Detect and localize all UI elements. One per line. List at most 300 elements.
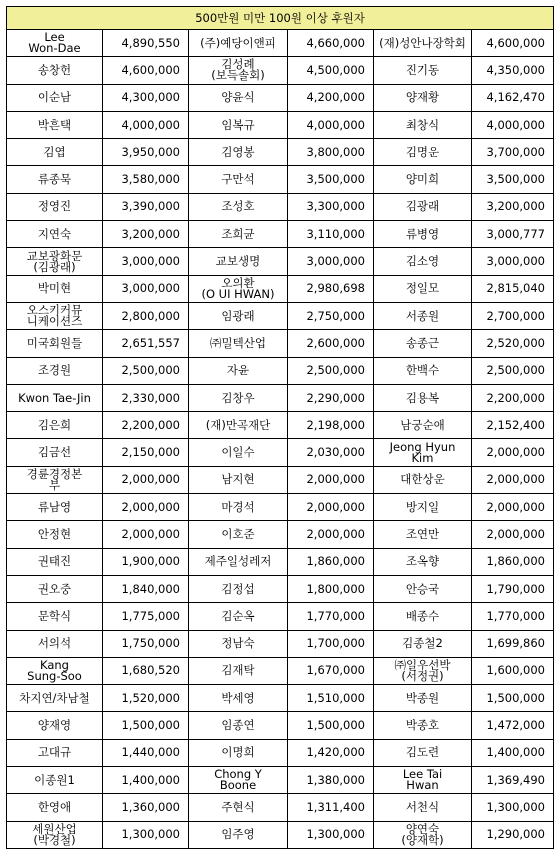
donor-row [7, 302, 554, 329]
donation-amount: 2,000,000 [472, 466, 554, 493]
donor-name-line: 김명운 [405, 144, 440, 159]
donor-name [374, 357, 472, 384]
donor-name [374, 548, 472, 575]
donor-name-line: 이일수 [221, 445, 255, 460]
donor-name-line: 미국회원들 [26, 335, 83, 350]
donation-amount: 3,000,000 [103, 248, 189, 275]
donor-name [189, 767, 288, 794]
donor-name-line: 한영애 [37, 799, 72, 814]
donor-name [189, 330, 288, 357]
donor-name-line: 조연만 [405, 526, 440, 541]
donor-name-line: 대한상운 [400, 472, 445, 487]
donor-row [7, 84, 554, 111]
donor-name [7, 767, 103, 794]
donor-name-line: 이명희 [221, 745, 255, 760]
donor-rows [7, 30, 554, 849]
donor-name-line: 권태진 [37, 554, 72, 569]
donor-name [189, 302, 288, 329]
donation-amount: 2,800,000 [103, 302, 189, 329]
donor-name [189, 439, 288, 466]
donor-name-line: 김순옥 [221, 608, 255, 623]
donor-name [374, 30, 472, 57]
donation-amount: 3,300,000 [288, 193, 374, 220]
donor-name [189, 221, 288, 248]
donor-name-line: Chong Y [214, 767, 262, 782]
donation-amount: 1,400,000 [472, 739, 554, 766]
donor-name-line: 박종호 [405, 718, 440, 733]
donor-name [189, 384, 288, 411]
donation-amount: 1,472,000 [472, 712, 554, 739]
donor-name-line: (서정권) [401, 668, 444, 683]
donation-amount: 2,152,400 [472, 412, 554, 439]
donor-row [7, 548, 554, 575]
donor-name [374, 630, 472, 657]
donor-name [189, 466, 288, 493]
donor-name [7, 794, 103, 821]
donation-amount: 2,520,000 [472, 330, 554, 357]
donation-amount: 1,311,400 [288, 794, 374, 821]
donor-name [7, 57, 103, 84]
donation-amount: 2,200,000 [103, 412, 189, 439]
donor-name-line: (보득솔회) [211, 68, 265, 83]
donor-name [374, 575, 472, 602]
donor-name-line: 조희균 [221, 226, 255, 241]
donation-amount: 3,200,000 [472, 193, 554, 220]
donation-amount: 2,600,000 [288, 330, 374, 357]
donation-amount: 3,000,000 [288, 248, 374, 275]
donor-row [7, 466, 554, 493]
donation-amount: 1,700,000 [288, 630, 374, 657]
donation-amount: 4,660,000 [288, 30, 374, 57]
donor-name-line: 안승국 [405, 581, 440, 596]
donor-name-line: 김창우 [221, 390, 255, 405]
donation-amount: 2,980,698 [288, 275, 374, 302]
donor-name-line: 남지현 [221, 472, 255, 487]
donor-name-line: 방지일 [405, 499, 440, 514]
donor-name [189, 548, 288, 575]
donor-row [7, 221, 554, 248]
donor-row [7, 357, 554, 384]
donor-name-line: 차지연/차남철 [19, 690, 90, 705]
donor-name-line: (박경철) [33, 832, 76, 847]
donation-amount: 1,300,000 [103, 821, 189, 848]
donation-amount: 2,000,000 [103, 494, 189, 521]
donation-amount: 1,680,520 [103, 657, 189, 684]
donation-amount: 2,330,000 [103, 384, 189, 411]
donation-amount: 3,200,000 [103, 221, 189, 248]
donor-name-line: 주현식 [221, 799, 255, 814]
donation-amount: 2,000,000 [472, 494, 554, 521]
donor-name-line: 김재탁 [221, 663, 255, 678]
donor-name [7, 685, 103, 712]
donation-amount: 1,520,000 [103, 685, 189, 712]
donor-name [7, 221, 103, 248]
donor-name-line: 정영진 [37, 199, 72, 214]
donation-amount: 3,580,000 [103, 166, 189, 193]
donor-name [7, 548, 103, 575]
donor-name [189, 630, 288, 657]
donor-name-line: Lee Tai [402, 767, 443, 782]
donor-name-line: 교보광화문 [26, 248, 83, 263]
donor-name-line: 오의환 [221, 275, 255, 290]
donor-name-line: 남궁순애 [400, 417, 445, 432]
donor-name-line: 김용복 [405, 390, 440, 405]
donor-name-line: 교보생명 [215, 254, 261, 269]
donor-name [374, 494, 472, 521]
donor-name [189, 685, 288, 712]
donor-row [7, 739, 554, 766]
donor-name-line: 임종연 [221, 718, 255, 733]
donor-name-line: 이순남 [37, 90, 72, 105]
donation-amount: 4,300,000 [103, 84, 189, 111]
donor-name [189, 57, 288, 84]
donor-name-line: (양재학) [401, 832, 444, 847]
donor-name-line: 양재영 [37, 718, 72, 733]
donor-row [7, 439, 554, 466]
donation-amount: 3,500,000 [472, 166, 554, 193]
donation-amount: 1,900,000 [103, 548, 189, 575]
donor-name [7, 84, 103, 111]
donor-name [7, 384, 103, 411]
donation-amount: 1,770,000 [288, 603, 374, 630]
donor-name-line: 정일모 [405, 281, 440, 296]
donation-amount: 1,510,000 [288, 685, 374, 712]
donor-name [374, 193, 472, 220]
donation-amount: 4,500,000 [288, 57, 374, 84]
donor-name [7, 412, 103, 439]
donor-row [7, 575, 554, 602]
donor-name-line: Kang [40, 657, 69, 672]
donation-amount: 1,500,000 [288, 712, 374, 739]
donor-name [374, 248, 472, 275]
donation-amount: 2,500,000 [472, 357, 554, 384]
donor-name-line: (재)만곡재단 [205, 417, 271, 432]
donor-name-line: 조경원 [37, 363, 72, 378]
donor-name [374, 111, 472, 138]
donor-name-line: 이종원1 [34, 772, 75, 787]
donation-amount: 4,890,550 [103, 30, 189, 57]
donor-row [7, 193, 554, 220]
donor-name-line: 김성례 [221, 57, 255, 72]
donor-row [7, 794, 554, 821]
donor-name-line: 박미현 [37, 281, 72, 296]
donor-row [7, 657, 554, 684]
donor-name [189, 193, 288, 220]
donor-name-line: Kwon Tae-Jin [18, 390, 91, 405]
donation-amount: 2,150,000 [103, 439, 189, 466]
donor-name-line: 제주일성레저 [204, 554, 272, 569]
donor-name [7, 494, 103, 521]
donation-amount: 2,700,000 [472, 302, 554, 329]
donation-amount: 1,790,000 [472, 575, 554, 602]
donor-row [7, 685, 554, 712]
donor-row [7, 494, 554, 521]
donor-name [7, 603, 103, 630]
donor-name [374, 439, 472, 466]
donation-amount: 1,800,000 [288, 575, 374, 602]
donation-amount: 2,000,000 [288, 521, 374, 548]
donation-amount: 2,000,000 [472, 521, 554, 548]
donor-row [7, 712, 554, 739]
donor-name-line: 최창식 [405, 117, 440, 132]
donor-name-line: 김금선 [37, 445, 72, 460]
donor-name [189, 139, 288, 166]
donor-name [7, 439, 103, 466]
donor-name-line: 양재황 [405, 90, 440, 105]
donation-amount: 2,815,040 [472, 275, 554, 302]
donor-name [7, 821, 103, 848]
donor-name [7, 521, 103, 548]
donor-name [7, 193, 103, 220]
donor-row [7, 603, 554, 630]
donation-amount: 1,420,000 [288, 739, 374, 766]
donor-name [7, 166, 103, 193]
donor-name-line: 문학식 [37, 608, 72, 623]
donor-name-line: (주)예당이앤피 [200, 35, 276, 50]
donor-name-line: 고대규 [37, 745, 72, 760]
donor-name-line: 양미희 [405, 172, 440, 187]
donor-name-line: Boone [219, 778, 257, 793]
donor-name-line: 김정섭 [221, 581, 255, 596]
donor-name [7, 657, 103, 684]
donor-row [7, 111, 554, 138]
donor-name [374, 275, 472, 302]
donor-name [374, 166, 472, 193]
donation-amount: 4,350,000 [472, 57, 554, 84]
donor-name [374, 767, 472, 794]
donor-name [7, 466, 103, 493]
donor-row [7, 166, 554, 193]
donor-name-line: 김도련 [405, 745, 440, 760]
donation-amount: 2,651,557 [103, 330, 189, 357]
donor-name [189, 275, 288, 302]
donation-amount: 2,000,000 [288, 494, 374, 521]
donor-name [374, 221, 472, 248]
donor-name-line: 김영봉 [221, 144, 255, 159]
donor-name [374, 739, 472, 766]
table-title: 500만원 미만 100원 이상 후원자 [7, 7, 554, 30]
donor-name-line: 한백수 [405, 363, 440, 378]
donor-name [374, 412, 472, 439]
donor-name [374, 384, 472, 411]
donor-name [189, 111, 288, 138]
donation-amount: 2,500,000 [103, 357, 189, 384]
donor-name [189, 794, 288, 821]
donation-amount: 2,290,000 [288, 384, 374, 411]
donor-name [189, 712, 288, 739]
donation-amount: 1,380,000 [288, 767, 374, 794]
donation-amount: 1,840,000 [103, 575, 189, 602]
donor-name-line: (김광래) [33, 259, 76, 274]
donor-name [7, 330, 103, 357]
donation-amount: 1,770,000 [472, 603, 554, 630]
donation-amount: 3,390,000 [103, 193, 189, 220]
donor-name-line: 안정현 [37, 526, 72, 541]
donation-amount: 1,440,000 [103, 739, 189, 766]
donation-amount: 3,950,000 [103, 139, 189, 166]
donor-name [7, 630, 103, 657]
donation-amount: 1,860,000 [288, 548, 374, 575]
donor-name-line: Sung-Soo [27, 668, 82, 683]
donor-name [374, 712, 472, 739]
donation-amount: 4,200,000 [288, 84, 374, 111]
donation-amount: 4,600,000 [472, 30, 554, 57]
donor-row [7, 57, 554, 84]
donor-name-line: 김광래 [405, 199, 440, 214]
donation-amount: 3,110,000 [288, 221, 374, 248]
donor-row [7, 412, 554, 439]
donation-amount: 1,369,490 [472, 767, 554, 794]
donor-name [7, 30, 103, 57]
donor-table-container [6, 6, 553, 849]
donor-row [7, 275, 554, 302]
donor-name-line: 정남숙 [221, 636, 255, 651]
donor-name [7, 739, 103, 766]
donor-name-line: 마경석 [221, 499, 255, 514]
donor-name [374, 330, 472, 357]
donor-name [7, 139, 103, 166]
donor-name [189, 521, 288, 548]
donation-amount: 2,500,000 [288, 357, 374, 384]
donor-name [374, 84, 472, 111]
donor-name-line: 서종원 [405, 308, 440, 323]
donor-name [374, 603, 472, 630]
donor-name-line: 서천식 [405, 799, 440, 814]
donation-amount: 2,198,000 [288, 412, 374, 439]
donor-name [7, 575, 103, 602]
donor-name-line: 서의석 [37, 636, 72, 651]
donation-amount: 3,000,000 [472, 248, 554, 275]
donor-name [374, 302, 472, 329]
donor-name-line: Hwan [406, 778, 439, 793]
donor-name-line: 임복규 [221, 117, 255, 132]
donor-row [7, 821, 554, 848]
donor-name [374, 657, 472, 684]
donation-amount: 2,750,000 [288, 302, 374, 329]
donor-name [189, 739, 288, 766]
donation-amount: 2,000,000 [103, 521, 189, 548]
donor-name-line: Lee [44, 30, 65, 45]
donor-name-line: 조성호 [221, 199, 255, 214]
donor-name-line: 김은희 [37, 417, 72, 432]
donation-amount: 1,500,000 [103, 712, 189, 739]
donor-row [7, 384, 554, 411]
donor-name-line: 양윤식 [221, 90, 255, 105]
donor-name-line: 김소영 [405, 254, 440, 269]
donation-amount: 2,200,000 [472, 384, 554, 411]
donor-name-line: ㈜밀텍산업 [210, 335, 266, 350]
donor-name [189, 166, 288, 193]
donation-amount: 2,030,000 [288, 439, 374, 466]
donor-row [7, 248, 554, 275]
donor-name [189, 575, 288, 602]
donor-name-line: 양연숙 [405, 821, 440, 836]
donor-name [374, 821, 472, 848]
donor-name [189, 657, 288, 684]
donor-name [189, 603, 288, 630]
donor-name-line: 경륜경정본 [26, 466, 83, 481]
donor-name-line: 박종원 [405, 690, 440, 705]
donor-name-line: 지연숙 [37, 226, 72, 241]
donor-name-line: 박세영 [221, 690, 255, 705]
donor-name [374, 794, 472, 821]
donor-name [7, 275, 103, 302]
donor-name-line: 임광래 [221, 308, 255, 323]
donor-name [374, 521, 472, 548]
donor-name-line: 오스키커뮤 [26, 303, 83, 318]
donor-name [7, 248, 103, 275]
donor-name-line: 박흔택 [37, 117, 72, 132]
donor-row [7, 330, 554, 357]
donation-amount: 1,860,000 [472, 548, 554, 575]
donation-amount: 1,750,000 [103, 630, 189, 657]
donor-name [189, 357, 288, 384]
donor-name-line: ㈜일우선박 [394, 657, 451, 672]
donation-amount: 4,000,000 [288, 111, 374, 138]
donor-name [189, 494, 288, 521]
donation-amount: 1,290,000 [472, 821, 554, 848]
donor-row [7, 139, 554, 166]
donor-name-line: 부 [48, 477, 61, 492]
donor-name-line: (O UI HWAN) [201, 286, 275, 301]
donation-amount: 3,700,000 [472, 139, 554, 166]
donor-table [6, 6, 554, 849]
donor-name-line: 구만석 [221, 172, 255, 187]
donor-name [374, 139, 472, 166]
donor-name [189, 412, 288, 439]
donor-name-line: 권오중 [37, 581, 72, 596]
donor-row [7, 767, 554, 794]
donation-amount: 1,699,860 [472, 630, 554, 657]
donor-name-line: 니케이션즈 [26, 314, 83, 329]
donation-amount: 2,000,000 [288, 466, 374, 493]
donor-name [7, 712, 103, 739]
donor-name-line: 임주영 [221, 827, 255, 842]
donation-amount: 1,300,000 [472, 794, 554, 821]
donor-name [189, 84, 288, 111]
donor-row [7, 630, 554, 657]
donor-name [374, 466, 472, 493]
donor-name-line: 류종묵 [37, 172, 72, 187]
donation-amount: 4,000,000 [472, 111, 554, 138]
donor-name-line: 조옥향 [405, 554, 440, 569]
donor-name [189, 248, 288, 275]
donation-amount: 1,300,000 [288, 821, 374, 848]
donation-amount: 2,000,000 [103, 466, 189, 493]
donor-name-line: 이호준 [221, 526, 255, 541]
donor-name-line: 송종근 [405, 335, 440, 350]
donor-name [7, 357, 103, 384]
donor-name-line: 류병영 [405, 226, 440, 241]
donor-name-line: Jeong Hyun [389, 439, 456, 454]
donation-amount: 1,775,000 [103, 603, 189, 630]
donation-amount: 1,600,000 [472, 657, 554, 684]
donation-amount: 3,800,000 [288, 139, 374, 166]
donor-name-line: 자윤 [226, 363, 250, 378]
donor-row [7, 521, 554, 548]
donor-name-line: 세원산업 [32, 821, 77, 836]
donation-amount: 1,360,000 [103, 794, 189, 821]
donation-amount: 1,500,000 [472, 685, 554, 712]
donor-name-line: 송창헌 [37, 62, 72, 77]
donor-name-line: Won-Dae [28, 41, 81, 56]
donor-name-line: 김종철2 [402, 636, 443, 651]
donor-name [189, 821, 288, 848]
donor-name [7, 111, 103, 138]
donation-amount: 4,000,000 [103, 111, 189, 138]
donor-name-line: 김엽 [43, 144, 66, 159]
donation-amount: 4,600,000 [103, 57, 189, 84]
